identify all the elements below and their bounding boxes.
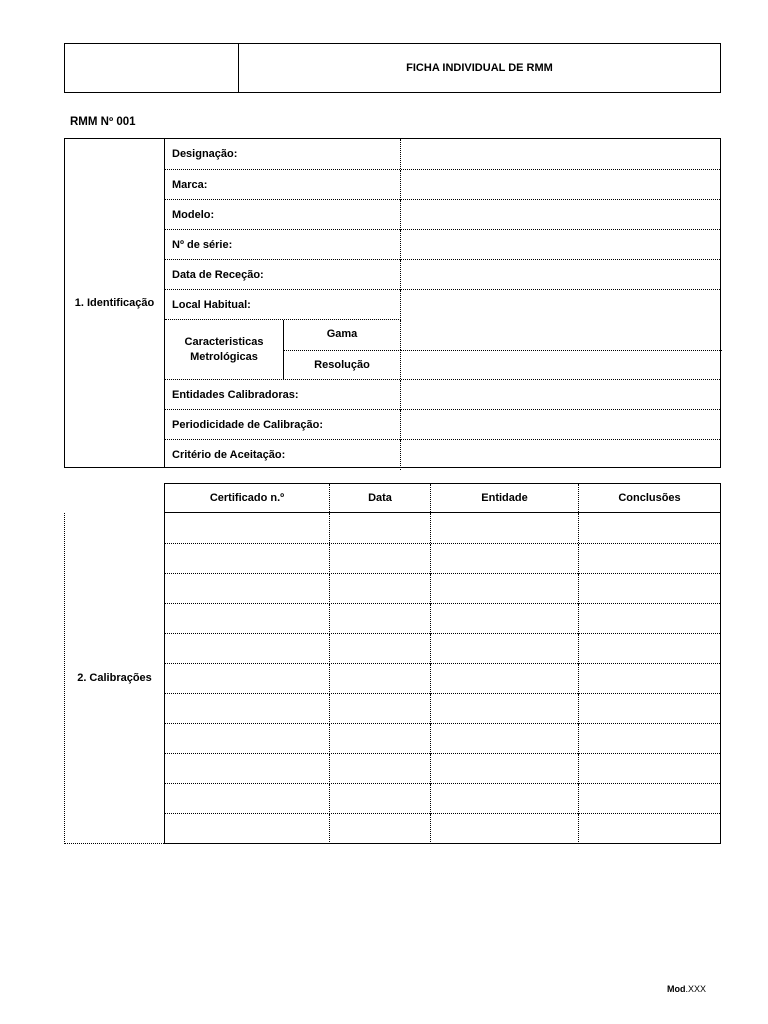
calibration-cell[interactable]	[578, 544, 720, 574]
field-value[interactable]	[401, 440, 720, 470]
calibration-cell[interactable]	[165, 634, 329, 664]
calibration-cell[interactable]	[165, 513, 329, 543]
identification-grid	[164, 138, 721, 468]
field-value[interactable]	[401, 410, 720, 440]
footer-mod	[667, 984, 706, 994]
field-label: Marca:	[165, 170, 401, 200]
calibration-cell[interactable]	[578, 574, 720, 604]
identification-row	[165, 199, 720, 229]
calibration-cell[interactable]	[165, 814, 329, 844]
calibrations-section-label: 2. Calibrações	[64, 513, 164, 844]
calibration-cell[interactable]	[430, 694, 578, 724]
calibration-cell[interactable]	[578, 754, 720, 784]
identification-row	[165, 289, 720, 319]
calibration-cell[interactable]	[329, 604, 430, 634]
calibration-row	[165, 603, 720, 633]
calibration-cell[interactable]	[430, 814, 578, 844]
field-value[interactable]	[401, 139, 720, 169]
calibration-cell[interactable]	[578, 814, 720, 844]
calibration-cell[interactable]	[329, 513, 430, 543]
calibration-row	[165, 693, 720, 723]
calibration-cell[interactable]	[430, 724, 578, 754]
calibration-cell[interactable]	[329, 544, 430, 574]
column-header: Data	[329, 484, 430, 512]
calibration-cell[interactable]	[329, 784, 430, 814]
calibration-cell[interactable]	[430, 634, 578, 664]
column-header: Conclusões	[578, 484, 720, 512]
metrological-label: Caracteristicas Metrológicas	[165, 320, 284, 379]
field-value[interactable]	[401, 170, 720, 200]
calibrations-header	[164, 483, 721, 513]
calibration-cell[interactable]	[430, 574, 578, 604]
calibration-cell[interactable]	[329, 724, 430, 754]
field-label: Data de Receção:	[165, 260, 401, 290]
calibration-cell[interactable]	[430, 784, 578, 814]
identification-row	[165, 379, 720, 409]
field-label: Periodicidade de Calibração:	[165, 410, 401, 440]
field-label: Designação:	[165, 139, 401, 169]
calibration-cell[interactable]	[578, 694, 720, 724]
calibration-cell[interactable]	[329, 634, 430, 664]
resolucao-label: Resolução	[284, 350, 401, 379]
calibration-cell[interactable]	[578, 724, 720, 754]
calibration-row	[165, 573, 720, 603]
calibration-cell[interactable]	[165, 784, 329, 814]
identification-row	[165, 409, 720, 439]
header-box	[64, 43, 721, 93]
calibration-cell[interactable]	[430, 754, 578, 784]
field-label: Nº de série:	[165, 230, 401, 260]
field-label: Critério de Aceitação:	[165, 440, 401, 470]
calibration-cell[interactable]	[165, 754, 329, 784]
identification-row	[165, 169, 720, 199]
calibration-row	[165, 753, 720, 783]
column-header: Entidade	[430, 484, 578, 512]
calibration-cell[interactable]	[430, 513, 578, 543]
metrological-block	[165, 319, 401, 379]
calibration-cell[interactable]	[165, 664, 329, 694]
calibration-row	[165, 543, 720, 573]
calibration-cell[interactable]	[578, 513, 720, 543]
calibration-cell[interactable]	[165, 544, 329, 574]
calibration-row	[165, 723, 720, 753]
logo-area	[65, 44, 239, 92]
gama-value[interactable]	[401, 320, 722, 350]
field-value[interactable]	[401, 290, 720, 320]
calibration-cell[interactable]	[165, 694, 329, 724]
calibration-row	[165, 663, 720, 693]
calibration-cell[interactable]	[430, 604, 578, 634]
calibrations-table	[164, 512, 721, 844]
calibration-cell[interactable]	[329, 664, 430, 694]
calibration-cell[interactable]	[578, 604, 720, 634]
identification-row	[165, 259, 720, 289]
calibration-row	[165, 813, 720, 843]
calibration-cell[interactable]	[430, 664, 578, 694]
field-label: Local Habitual:	[165, 290, 401, 320]
resolucao-value[interactable]	[401, 350, 722, 380]
calibration-cell[interactable]	[578, 784, 720, 814]
identification-row	[165, 229, 720, 259]
field-value[interactable]	[401, 230, 720, 260]
form-title: FICHA INDIVIDUAL DE RMM	[406, 62, 553, 74]
gama-label: Gama	[284, 320, 401, 350]
calibration-cell[interactable]	[165, 724, 329, 754]
calibration-cell[interactable]	[329, 694, 430, 724]
calibration-cell[interactable]	[329, 574, 430, 604]
footer-mod-code: .XXX	[685, 984, 707, 994]
calibration-row	[165, 783, 720, 813]
calibration-row	[165, 633, 720, 663]
calibration-cell[interactable]	[165, 574, 329, 604]
field-value[interactable]	[401, 260, 720, 290]
calibration-cell[interactable]	[430, 544, 578, 574]
calibration-cell[interactable]	[578, 664, 720, 694]
footer-mod-label: Mod	[667, 984, 686, 994]
calibration-cell[interactable]	[578, 634, 720, 664]
calibration-cell[interactable]	[329, 814, 430, 844]
field-label: Modelo:	[165, 200, 401, 230]
column-header: Certificado n.º	[209, 492, 285, 504]
calibration-row	[165, 513, 720, 543]
identification-row	[165, 139, 720, 169]
calibration-cell[interactable]	[329, 754, 430, 784]
field-value[interactable]	[401, 380, 720, 410]
rmm-number: RMM Nº 001	[70, 116, 136, 128]
field-label: Entidades Calibradoras:	[165, 380, 401, 410]
field-value[interactable]	[401, 200, 720, 230]
identification-row	[165, 439, 720, 469]
calibration-cell[interactable]	[165, 604, 329, 634]
identification-table	[64, 138, 721, 468]
identification-section-label: 1. Identificação	[64, 138, 164, 468]
